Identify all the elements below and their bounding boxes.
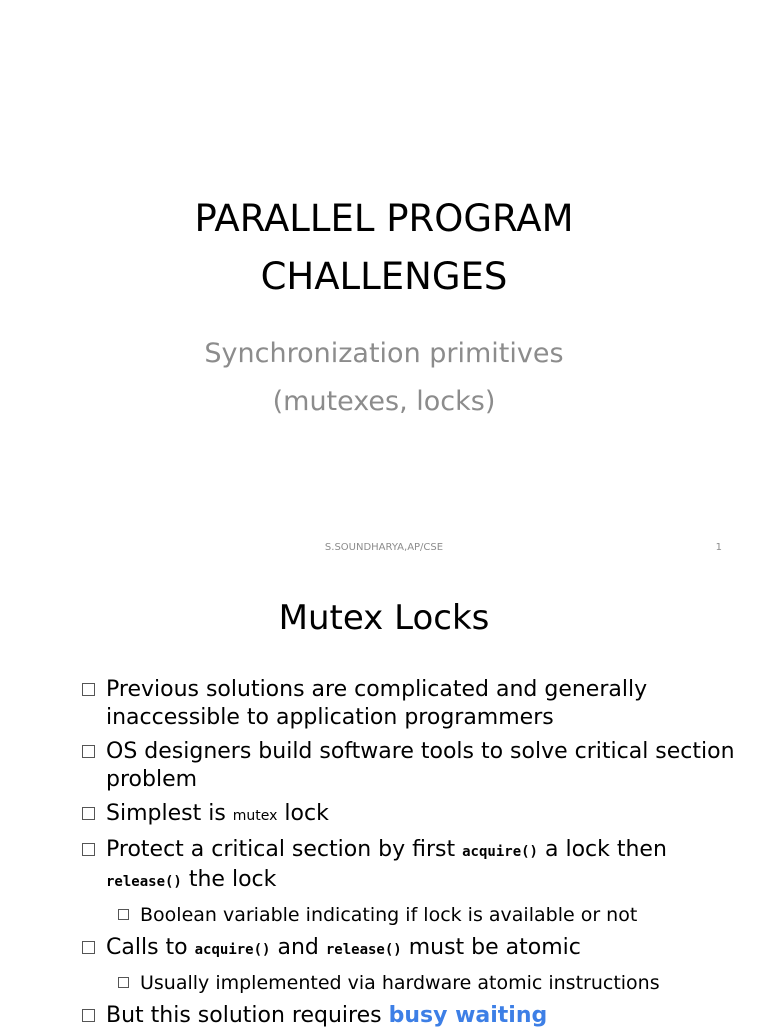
checkbox-bullet-icon <box>82 941 95 954</box>
list-item <box>82 902 742 928</box>
title-line-1: PARALLEL PROGRAM <box>194 197 574 240</box>
checkbox-bullet-icon <box>82 807 95 820</box>
bullet-text: Calls to <box>106 935 195 960</box>
list-item <box>82 738 742 794</box>
small-text: mutex <box>232 808 278 824</box>
checkbox-bullet-icon <box>82 843 95 856</box>
page-number: 1 <box>715 542 722 553</box>
code-acquire: acquire() <box>462 844 538 860</box>
bullet-text: Boolean variable indicating if lock is available or not <box>140 904 638 926</box>
bullet-text: the lock <box>181 867 277 892</box>
checkbox-bullet-icon <box>82 745 95 758</box>
list-item <box>82 1002 742 1030</box>
checkbox-bullet-icon <box>82 683 95 696</box>
title-line-2: CHALLENGES <box>260 255 508 298</box>
bullet-text: Protect a critical section by first <box>106 837 463 862</box>
checkbox-bullet-icon <box>82 1009 95 1022</box>
bullet-text: But this solution requires <box>106 1003 389 1028</box>
slide-2 <box>0 576 768 1028</box>
list-item <box>82 800 742 830</box>
list-item <box>82 676 742 732</box>
bullet-text: OS designers build software tools to solve critical section problem <box>106 739 735 792</box>
bullet-text: Previous solutions are complicated and generally inaccessible to application programmers <box>106 677 648 730</box>
subtitle-line-2: (mutexes, locks) <box>272 386 496 417</box>
code-release: release() <box>325 942 402 958</box>
checkbox-bullet-icon <box>118 909 129 920</box>
bullet-text: Usually implemented via hardware atomic instructions <box>140 972 660 994</box>
bullet-text: and <box>270 935 326 960</box>
code-release: release() <box>106 874 182 890</box>
bullet-text: lock <box>277 801 329 826</box>
bullet-text: Simplest is <box>106 801 233 826</box>
list-item <box>82 836 742 896</box>
slide-title <box>0 190 768 306</box>
slide-subtitle <box>0 330 768 426</box>
slide-title: Mutex Locks <box>278 598 490 638</box>
highlight-text: busy waiting <box>388 1003 548 1028</box>
checkbox-bullet-icon <box>118 977 129 988</box>
bullet-text: must be atomic <box>401 935 581 960</box>
list-item <box>82 970 742 996</box>
code-acquire: acquire() <box>194 942 271 958</box>
list-item <box>82 934 742 964</box>
bullet-text: a lock then <box>537 837 667 862</box>
subtitle-line-1: Synchronization primitives <box>204 338 564 369</box>
bullet-list <box>82 676 742 1036</box>
slide-footer: S.SOUNDHARYA,AP/CSE <box>324 542 444 553</box>
